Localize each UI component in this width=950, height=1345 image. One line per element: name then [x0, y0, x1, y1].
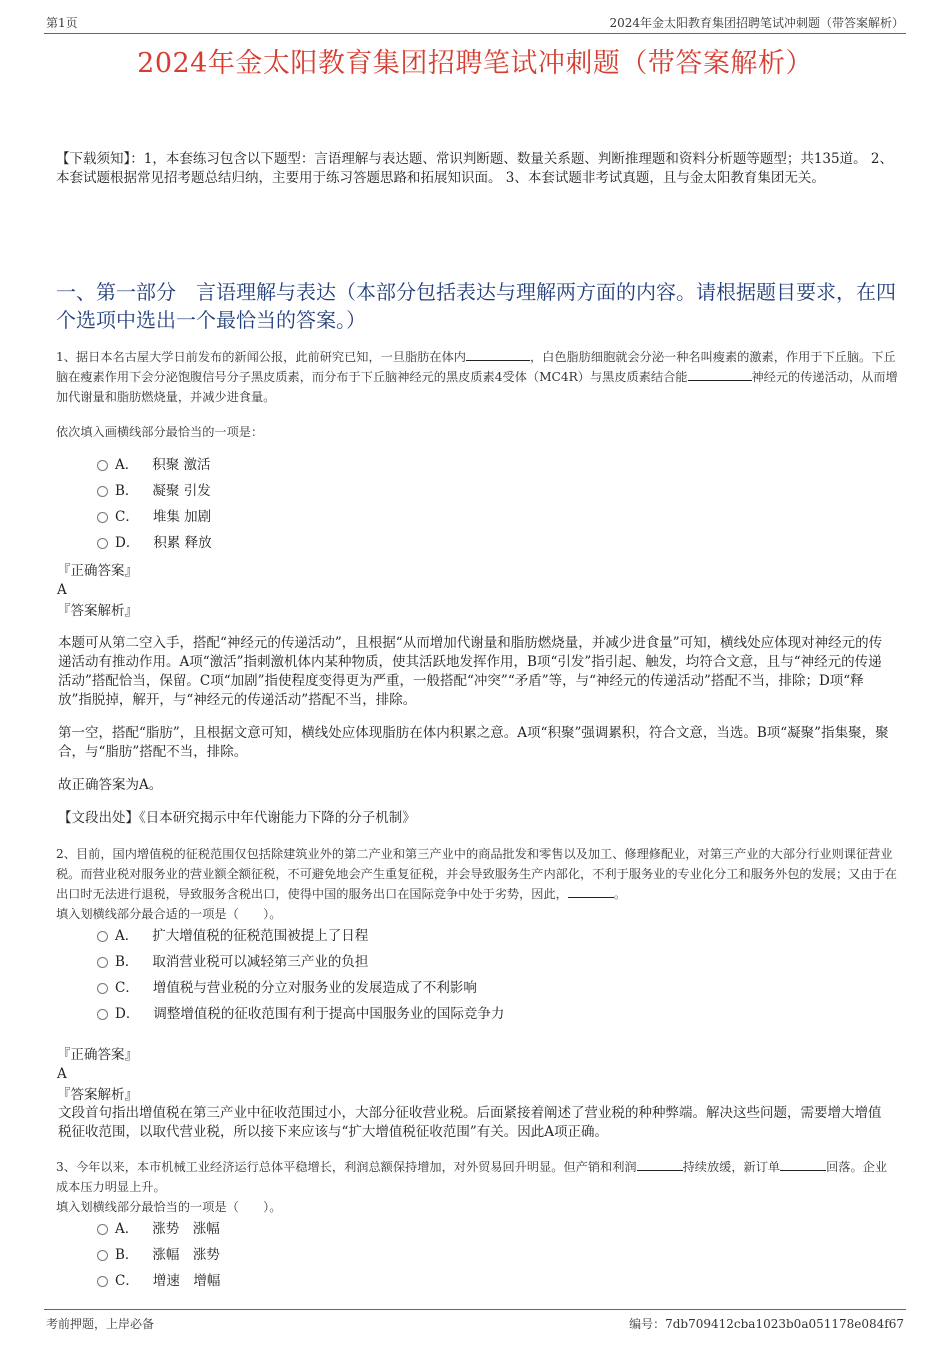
q1-option-d[interactable]: D． 积累 释放: [97, 533, 212, 553]
q1-analysis-label: 『答案解析』: [57, 603, 138, 619]
q1-analysis-paragraph: 第一空，搭配“脂肪”，且根据文意可知，横线处应体现脂肪在体内积累之意。A项“积聚”强调累积，符合文意，当选。B项“凝聚”指集聚，聚合，与“脂肪”搭配不当，排除。: [58, 725, 889, 760]
answer-blank: [466, 348, 530, 361]
q2-analysis-label: 『答案解析』: [57, 1087, 138, 1103]
radio-icon[interactable]: [97, 1009, 108, 1020]
answer-blank: [637, 1158, 683, 1171]
q1-source: 【文段出处】《日本研究揭示中年代谢能力下降的分子机制》: [58, 810, 416, 826]
answer-blank: [688, 368, 752, 381]
footer-divider: [44, 1309, 906, 1310]
header-divider: [44, 33, 906, 34]
radio-icon[interactable]: [97, 460, 108, 471]
document-title: 2024年金太阳教育集团招聘笔试冲刺题（带答案解析）: [137, 48, 813, 79]
radio-icon[interactable]: [97, 1224, 108, 1235]
q1-option-b[interactable]: B． 凝聚 引发: [97, 481, 211, 501]
document-id: 编号：7db709412cba1023b0a051178e084f67: [629, 1317, 904, 1331]
q1-conclusion: 故正确答案为A。: [58, 777, 163, 793]
footer-slogan: 考前押题，上岸必备: [46, 1317, 155, 1331]
q2-answer: A: [57, 1066, 67, 1082]
q2-analysis-paragraph: 文段首句指出增值税在第三产业中征收范围过小，大部分征收营业税。后面紧接着阐述了营业税的种种弊端。解决这些问题，需要增大增值税征收范围，以取代营业税，所以接下来应该与“扩大增值税征收范围”有关。因此A项正确。: [58, 1105, 882, 1140]
section-heading: 一、第一部分 言语理解与表达（本部分包括表达与理解两方面的内容。请根据题目要求，在四个选项中选出一个最恰当的答案。）: [56, 280, 896, 332]
q2-option-c[interactable]: C． 增值税与营业税的分立对服务业的发展造成了不利影响: [97, 978, 477, 998]
q1-answer-label: 『正确答案』: [57, 563, 138, 579]
q1-analysis-paragraph: 本题可从第二空入手，搭配“神经元的传递活动”，且根据“从而增加代谢量和脂肪燃烧量，并减少进食量”可知，横线处应体现对神经元的传递活动有推动作用。A项“激活”指刺激机体内某种物质，使其活跃地发挥作用，B项“引发”指引起、触发，均符合文意，且与“神经元的传递活动”搭配恰当，保留。C项“加剧”指使程度变得更为严重，一般搭配“冲突”“矛盾”等，与“神经元的传递活动”搭配不当，排除；D项“释放”指脱掉，解开，与“神经元的传递活动”搭配不当，排除。: [58, 635, 883, 708]
radio-icon[interactable]: [97, 957, 108, 968]
radio-icon[interactable]: [97, 1276, 108, 1287]
question-3-prompt: 填入划横线部分最恰当的一项是（ ）。: [56, 1200, 282, 1214]
question-1-stem: 1、据日本名古屋大学日前发布的新闻公报，此前研究已知，一旦脂肪在体内 ，白色脂肪细胞就会分泌一种名叫瘦素的激素，作用于下丘脑。下丘脑在瘦素作用下会分泌饱腹信号分子黑皮质素，而分布于下丘脑神经元的黑皮质素4受体（MC4R）与黑皮质素结合能 神经元的传递活动，从而增加代谢量和脂肪燃烧量，并减少进食量。: [56, 350, 898, 404]
question-2-stem: 2、目前，国内增值税的征税范围仅包括除建筑业外的第二产业和第三产业中的商品批发和零售以及加工、修理修配业，对第三产业的大部分行业则课征营业税。而营业税对服务业的营业额全额征税，不可避免地会产生重复征税，并会导致服务生产内部化，不利于服务业的专业化分工和服务外包的发展；又由于在出口时无法进行退税，导致服务含税出口，使得中国的服务出口在国际竞争中处于劣势，因此， 。: [56, 847, 897, 901]
radio-icon[interactable]: [97, 931, 108, 942]
radio-icon[interactable]: [97, 983, 108, 994]
radio-icon[interactable]: [97, 538, 108, 549]
q2-option-a[interactable]: A． 扩大增值税的征税范围被提上了日程: [97, 926, 368, 946]
answer-blank: [568, 885, 614, 898]
q1-option-a[interactable]: A． 积聚 激活: [97, 455, 211, 475]
answer-blank: [780, 1158, 826, 1171]
radio-icon[interactable]: [97, 486, 108, 497]
radio-icon[interactable]: [97, 512, 108, 523]
question-1-prompt: 依次填入画横线部分最恰当的一项是：: [56, 425, 264, 439]
q2-answer-label: 『正确答案』: [57, 1047, 138, 1063]
download-notice: 【下载须知】：1，本套练习包含以下题型：言语理解与表达题、常识判断题、数量关系题、判断推理题和资料分析题等题型；共135道。 2、本套试题根据常见招考题总结归纳，主要用于练习答题思路和拓展知识面。 3、本套试题非考试真题，且与金太阳教育集团无关。: [56, 151, 893, 186]
q1-answer: A: [57, 582, 67, 598]
q3-option-b[interactable]: B． 涨幅 涨势: [97, 1245, 220, 1265]
q2-option-d[interactable]: D． 调整增值税的征收范围有利于提高中国服务业的国际竞争力: [97, 1004, 504, 1024]
q2-option-b[interactable]: B． 取消营业税可以减轻第三产业的负担: [97, 952, 368, 972]
question-2-prompt: 填入划横线部分最合适的一项是（ ）。: [56, 907, 282, 921]
question-3-stem: 3、今年以来，本市机械工业经济运行总体平稳增长，利润总额保持增加，对外贸易回升明显。但产销和利润 持续放缓，新订单 回落。企业成本压力明显上升。: [56, 1160, 888, 1194]
q3-option-c[interactable]: C． 增速 增幅: [97, 1271, 220, 1291]
radio-icon[interactable]: [97, 1250, 108, 1261]
page-number: 第1页: [46, 16, 78, 30]
running-title: 2024年金太阳教育集团招聘笔试冲刺题（带答案解析）: [609, 16, 904, 30]
q1-option-c[interactable]: C． 堆集 加剧: [97, 507, 211, 527]
q3-option-a[interactable]: A． 涨势 涨幅: [97, 1219, 220, 1239]
